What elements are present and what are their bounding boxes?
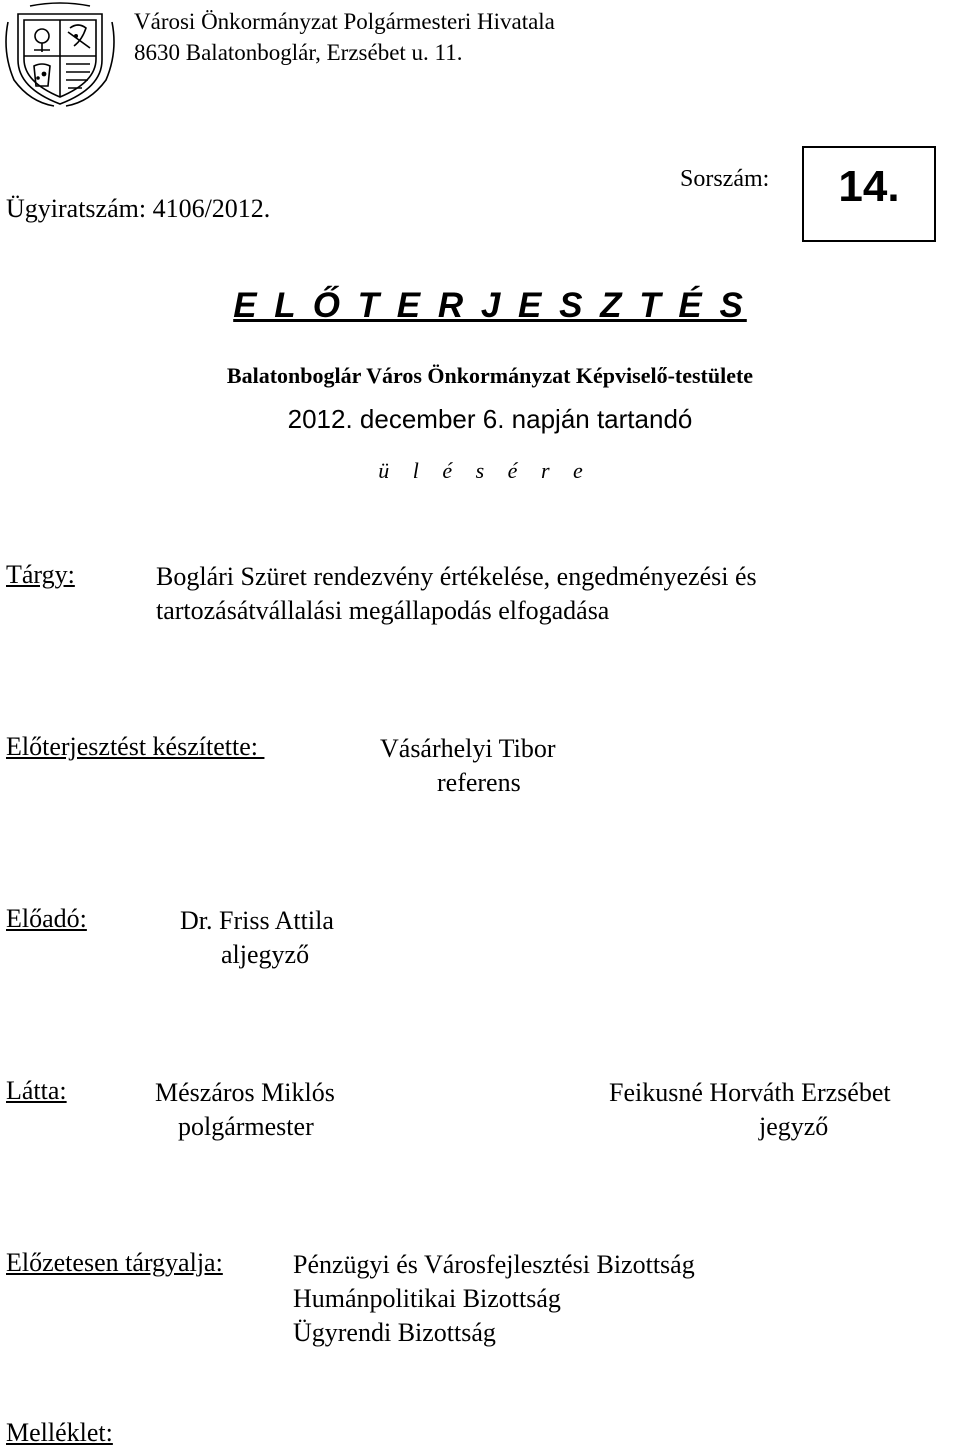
recipient-body: Balatonboglár Város Önkormányzat Képviselő-testülete <box>226 363 754 388</box>
prepared-by-label: Előterjesztést készítette: <box>6 732 265 761</box>
session-date: 2012. december 6. napján tartandó <box>287 404 693 434</box>
seen-by-label: Látta: <box>6 1076 67 1105</box>
subject-text <box>156 560 757 628</box>
presenter-name: Dr. Friss Attila <box>180 906 334 935</box>
office-name: Városi Önkormányzat Polgármesteri Hivatala <box>134 9 555 34</box>
document-title: E L Ő T E R J E S Z T É S <box>233 286 747 325</box>
mayor-role: polgármester <box>178 1112 314 1141</box>
session-word: ü l é s é r e <box>378 458 592 483</box>
serial-value: 14. <box>838 162 900 211</box>
serial-box <box>802 146 936 242</box>
mayor-name: Mészáros Miklós <box>155 1078 335 1107</box>
office-address: 8630 Balatonboglár, Erzsébet u. 11. <box>134 40 463 65</box>
notary-role: jegyző <box>759 1112 829 1141</box>
committee-item: Ügyrendi Bizottság <box>293 1318 496 1347</box>
presenter-label: Előadó: <box>6 904 87 933</box>
presenter-role: aljegyző <box>221 940 310 969</box>
attachments-label: Melléklet: <box>6 1418 113 1447</box>
subject-line: tartozásátvállalási megállapodás elfogadása <box>156 596 610 625</box>
subject-line: Boglári Szüret rendezvény értékelése, engedményezési és <box>156 562 757 591</box>
committee-item: Pénzügyi és Városfejlesztési Bizottság <box>293 1250 695 1279</box>
notary-name: Feikusné Horváth Erzsébet <box>609 1078 891 1107</box>
committee-item: Humánpolitikai Bizottság <box>293 1284 561 1313</box>
issuing-office <box>134 6 555 68</box>
committee-list <box>293 1248 695 1350</box>
coat-of-arms-icon <box>4 2 116 108</box>
serial-label: Sorszám: <box>680 166 770 192</box>
prepared-by-role: referens <box>437 768 521 797</box>
case-number: Ügyiratszám: 4106/2012. <box>6 194 271 223</box>
prepared-by-name: Vásárhelyi Tibor <box>380 734 556 763</box>
subject-label: Tárgy: <box>6 560 75 589</box>
pre-discussion-label: Előzetesen tárgyalja: <box>6 1248 223 1277</box>
